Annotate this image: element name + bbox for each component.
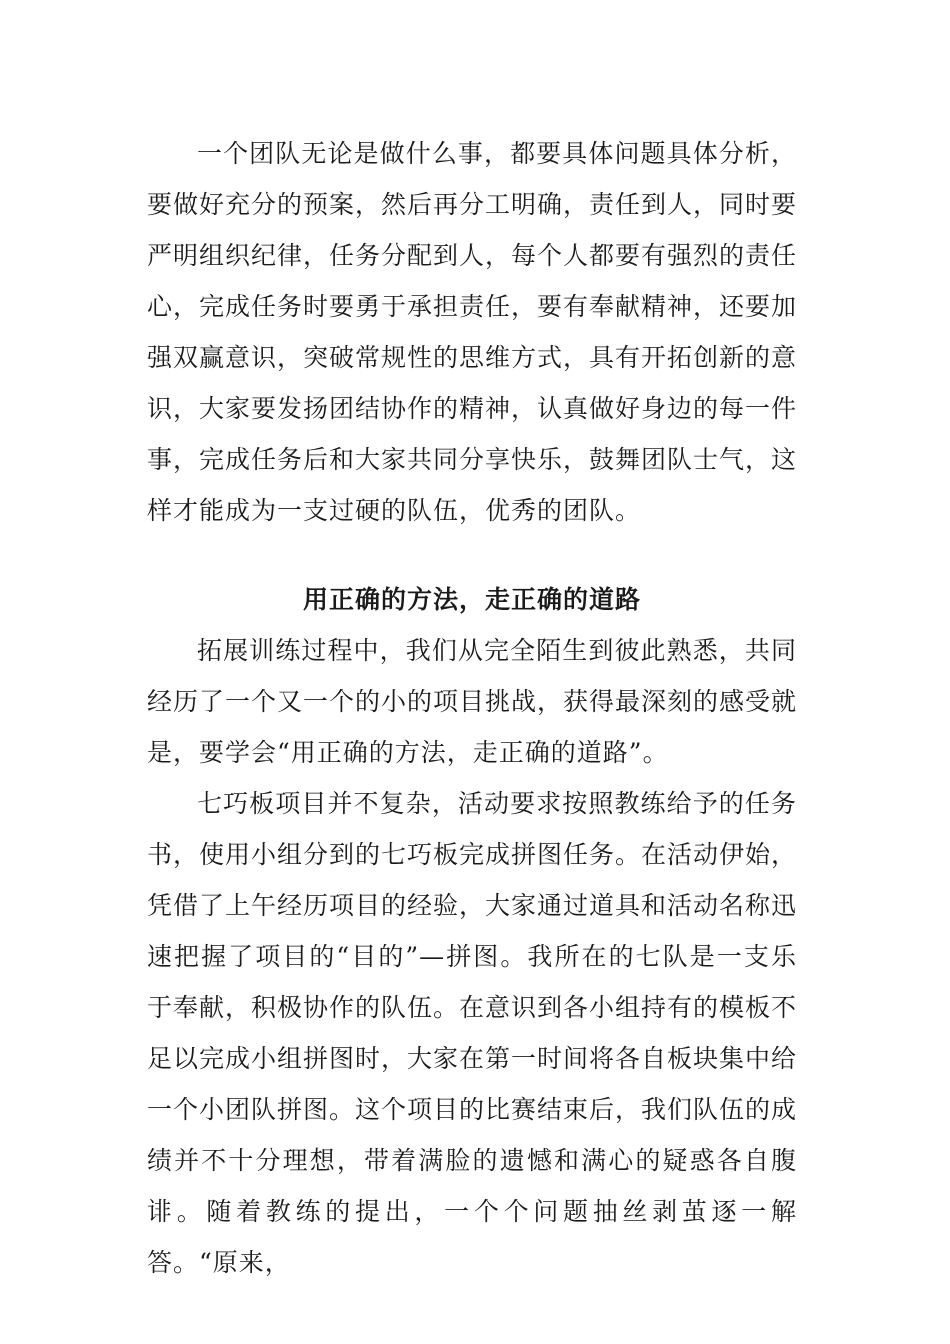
- section-heading: 用正确的方法，走正确的道路: [302, 585, 641, 614]
- body-paragraph: 拓展训练过程中，我们从完全陌生到彼此熟悉，共同经历了一个又一个的小的项目挑战，获得最深刻的感受就是，要学会“用正确的方法，走正确的道路”。: [147, 636, 798, 767]
- body-paragraph: 七巧板项目并不复杂，活动要求按照教练给予的任务书，使用小组分到的七巧板完成拼图任务。在活动伊始，凭借了上午经历项目的经验，大家通过道具和活动名称迅速把握了项目的“目的”—拼图。我所在的七队是一支乐于奉献，积极协作的队伍。在意识到各小组持有的模板不足以完成小组拼图时，大家在第一时间将各自板块集中给一个小团队拼图。这个项目的比赛结束后，我们队伍的成绩并不十分理想，带着满脸的遗憾和满心的疑惑各自腹诽。随着教练的提出，一个个问题抽丝剥茧逐一解答。“原来，: [147, 789, 798, 1277]
- body-paragraph: 一个团队无论是做什么事，都要具体问题具体分析，要做好充分的预案，然后再分工明确，责任到人，同时要严明组织纪律，任务分配到人，每个人都要有强烈的责任心，完成任务时要勇于承担责任，要有奉献精神，还要加强双赢意识，突破常规性的思维方式，具有开拓创新的意识，大家要发扬团结协作的精神，认真做好身边的每一件事，完成任务后和大家共同分享快乐，鼓舞团队士气，这样才能成为一支过硬的队伍，优秀的团队。: [147, 139, 798, 525]
